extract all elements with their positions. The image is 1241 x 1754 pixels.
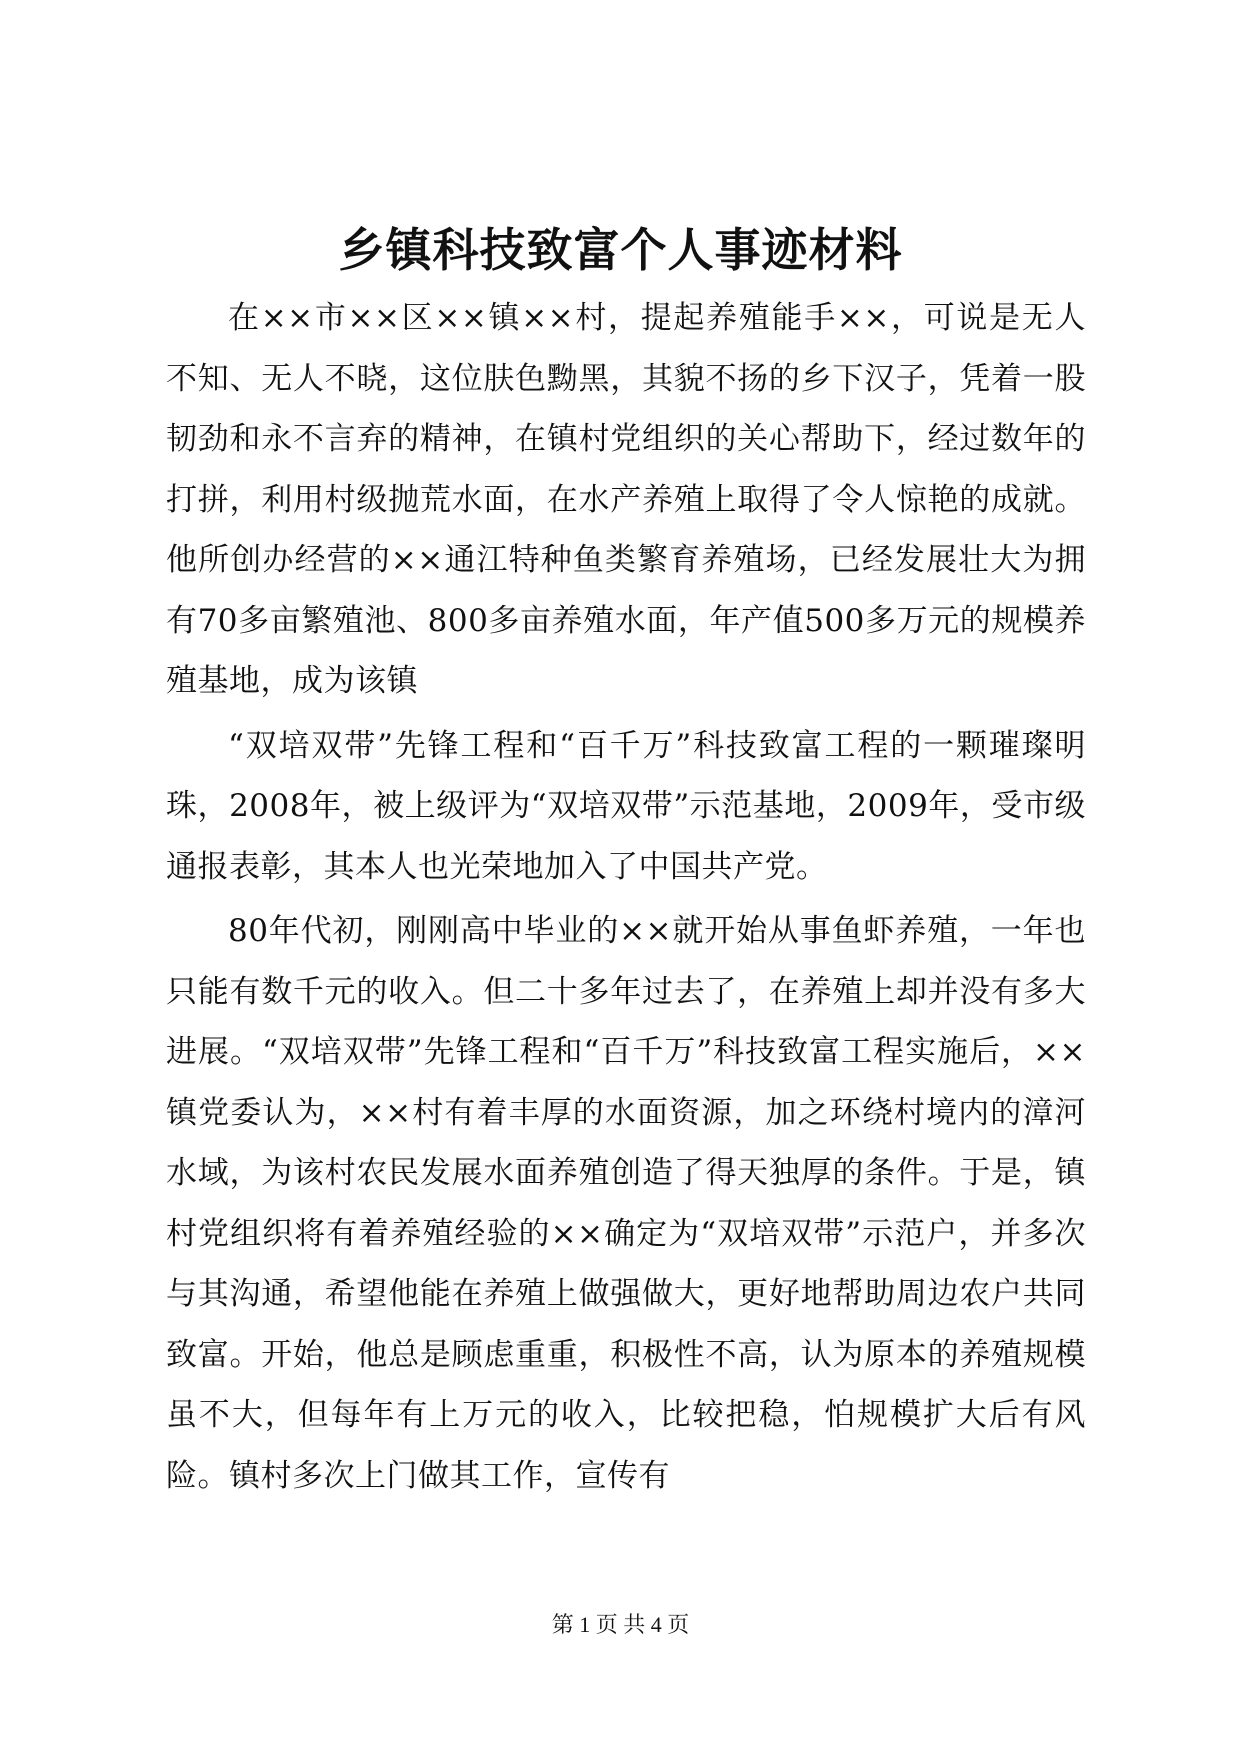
page-number-footer: 第 1 页 共 4 页 bbox=[551, 1612, 690, 1637]
paragraph: 80年代初，刚刚高中毕业的××就开始从事鱼虾养殖，一年也只能有数千元的收入。但二十多年过去了，在养殖上却并没有多大进展。“双培双带”先锋工程和“百千万”科技致富工程实施后，××镇党委认为，××村有着丰厚的水面资源，加之环绕村境内的漳河水域，为该村农民发展水面养殖创造了得天独厚的条件。于是，镇村党组织将有着养殖经验的××确定为“双培双带”示范户，并多次与其沟通，希望他能在养殖上做强做大，更好地帮助周边农户共同致富。开始，他总是顾虑重重，积极性不高，认为原本的养殖规模虽不大，但每年有上万元的收入，比较把稳，怕规模扩大后有风险。镇村多次上门做其工作，宣传有 bbox=[166, 913, 1086, 1494]
document-body bbox=[166, 288, 1086, 1506]
paragraph: “双培双带”先锋工程和“百千万”科技致富工程的一颗璀璨明珠，2008年，被上级评为“双培双带”示范基地，2009年，受市级通报表彰，其本人也光荣地加入了中国共产党。 bbox=[166, 727, 1086, 885]
document-title: 乡镇科技致富个人事迹材料 bbox=[338, 223, 903, 277]
paragraph: 在××市××区××镇××村，提起养殖能手××，可说是无人不知、无人不晓，这位肤色黝黑，其貌不扬的乡下汉子，凭着一股韧劲和永不言弃的精神，在镇村党组织的关心帮助下，经过数年的打拼，利用村级抛荒水面，在水产养殖上取得了令人惊艳的成就。他所创办经营的××通江特种鱼类繁育养殖场，已经发展壮大为拥有70多亩繁殖池、800多亩养殖水面，年产值500多万元的规模养殖基地，成为该镇 bbox=[166, 300, 1086, 699]
